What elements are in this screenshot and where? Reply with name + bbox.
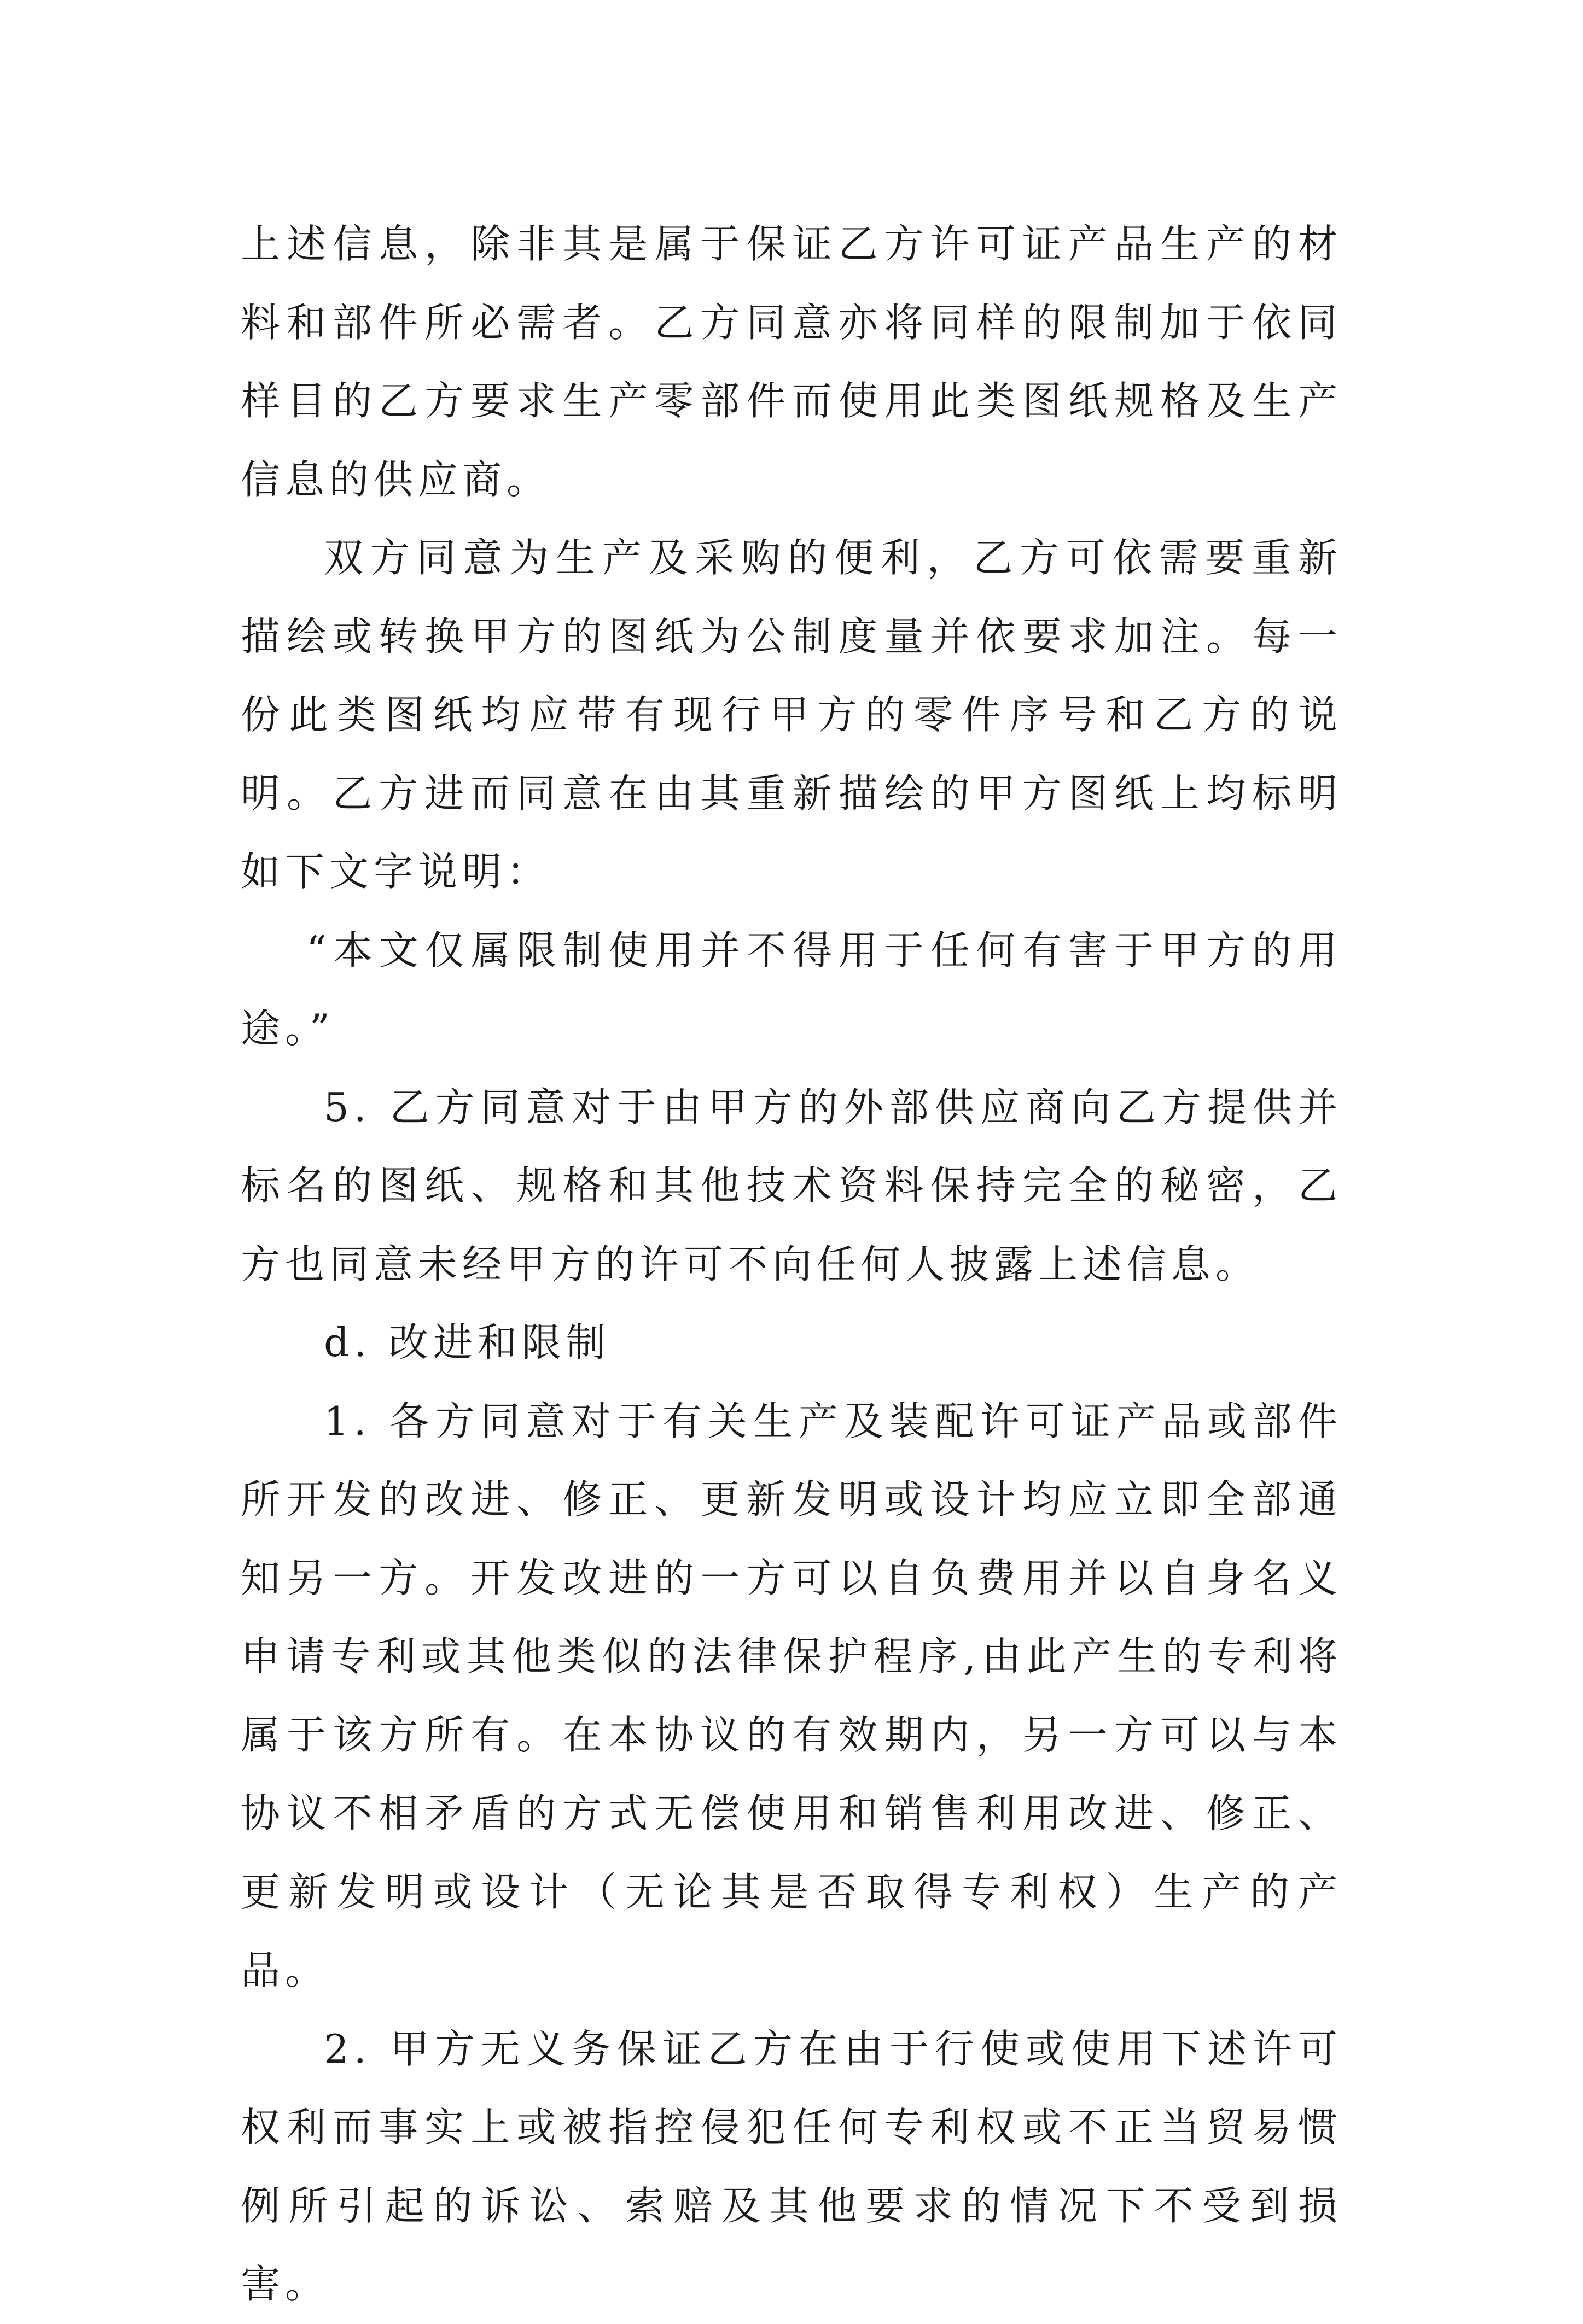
section-heading-d: d. 改进和限制 — [324, 1319, 610, 1365]
paragraph-item-2: 2. 甲方无义务保证乙方在由于行使或使用下述许可权利而事实上或被指控侵犯任何专利权或不正当贸易惯例所引起的诉讼、索赔及其他要求的情况下不受到损害。 — [241, 2025, 1342, 2307]
paragraph-continuation: 上述信息，除非其是属于保证乙方许可证产品生产的材料和部件所必需者。乙方同意亦将同样的限制加于依同样目的乙方要求生产零部件而使用此类图纸规格及生产信息的供应商。 — [241, 221, 1342, 503]
paragraph-item-5: 5. 乙方同意对于由甲方的外部供应商向乙方提供并标名的图纸、规格和其他技术资料保持完全的秘密，乙方也同意未经甲方的许可不向任何人披露上述信息。 — [241, 1084, 1342, 1287]
paragraph-quote: “本文仅属限制使用并不得用于任何有害于甲方的用途。” — [241, 927, 1342, 1052]
paragraph-item-1: 1. 各方同意对于有关生产及装配许可证产品或部件所开发的改进、修正、更新发明或设计均应立即全部通知另一方。开发改进的一方可以自负费用并以自身名义申请专利或其他类似的法律保护程序,由此产生的专利将属于该方所有。在本协议的有效期内，另一方可以与本协议不相矛盾的方式无偿使用和销售利用改进、修正、更新发明或设计（无论其是否取得专利权）生产的产品。 — [241, 1398, 1342, 1993]
paragraph-redraw-drawings: 双方同意为生产及采购的便利，乙方可依需要重新描绘或转换甲方的图纸为公制度量并依要求加注。每一份此类图纸均应带有现行甲方的零件序号和乙方的说明。乙方进而同意在由其重新描绘的甲方图纸上均标明如下文字说明： — [241, 535, 1342, 895]
